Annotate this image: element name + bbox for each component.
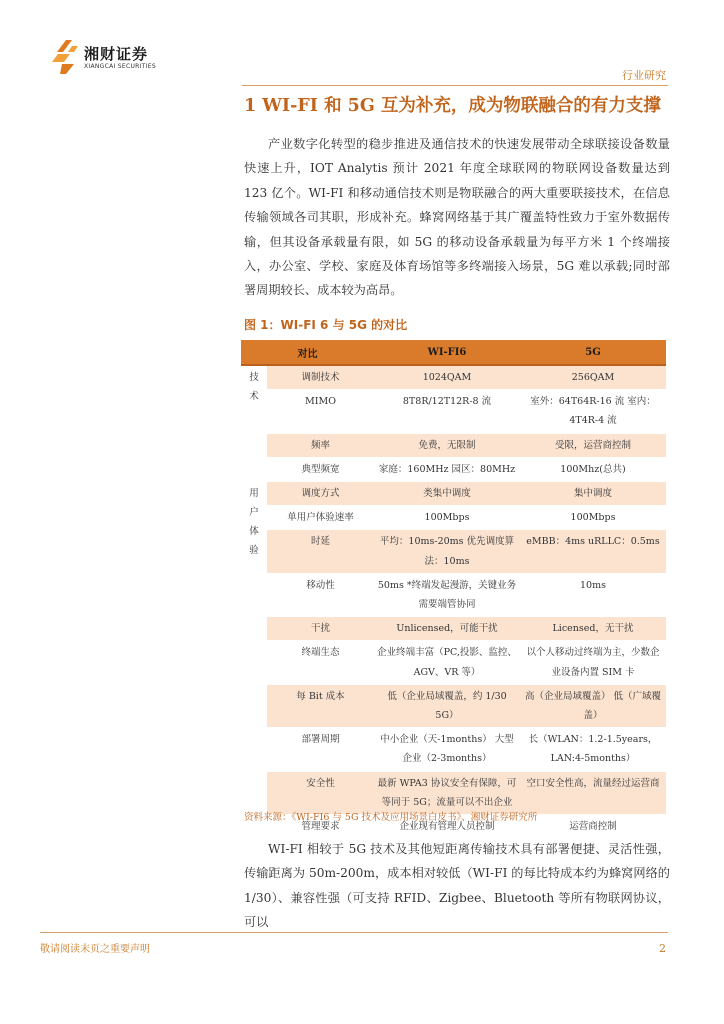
row-item: 移动性 [267, 573, 374, 616]
row-item: 终端生态 [267, 641, 374, 684]
row-wifi: 免费，无限制 [374, 433, 520, 457]
row-5g: 集中调度 [520, 482, 666, 506]
body-paragraph-2: WI-FI 相较于 5G 技术及其他短距离传输技术具有部署便捷、灵活性强，传输距离为 50m-200m，成本相对较低（WI-FI 的每比特成本约为蜂窝网络的 1/30）、兼容性强（可支持 RFID、Zigbee、Bluetooth 等所有物联网协议，可以 [244, 842, 670, 930]
row-5g: 高（企业局域覆盖） 低（广域覆盖） [520, 684, 666, 727]
row-wifi: 企业终端丰富（PC,投影、监控、AGV、VR 等） [374, 641, 520, 684]
row-wifi: 企业现有管理人员控制 [374, 815, 520, 839]
section-heading: 1 WI-FI 和 5G 互为补充，成为物联融合的有力支撑 [244, 96, 661, 116]
row-item: 频率 [267, 433, 374, 457]
row-5g: Licensed，无干扰 [520, 617, 666, 641]
table-row [241, 573, 666, 616]
row-wifi: 低（企业局域覆盖，约 1/30 5G） [374, 684, 520, 727]
header-cell-wifi6: WI-FI6 [374, 340, 520, 365]
row-5g: 100Mhz(总共) [520, 457, 666, 481]
table-row [241, 482, 666, 506]
table-header-row [241, 340, 666, 365]
row-wifi: 50ms *终端发起漫游，关键业务需要端管协同 [374, 573, 520, 616]
row-5g: 运营商控制 [520, 815, 666, 839]
section-label: 行业研究 [622, 69, 666, 82]
row-5g: 受限，运营商控制 [520, 433, 666, 457]
row-item: 单用户体验速率 [267, 506, 374, 530]
row-wifi: Unlicensed，可能干扰 [374, 617, 520, 641]
table-row [241, 433, 666, 457]
row-item: 调制技术 [267, 365, 374, 390]
comparison-table [241, 340, 666, 839]
table-row [241, 684, 666, 727]
body-paragraph-1: 产业数字化转型的稳步推进及通信技术的快速发展带动全球联接设备数量快速上升，IOT Analytis 预计 2021 年度全球联网的物联网设备数量达到 123 亿个。WI-FI 和移动通信技术则是物联融合的两大重要联接技术，在信息传输领域各司其职，形成补充。蜂窝网络基于其广覆盖特性致力于室外数据传输，但其设备承载量有限，如 5G 的移动设备承载量为每平方米 1 个终端接入，办公室、学校、家庭及体育场馆等多终端接入场景，5G 难以承载;同时部署周期较长、成本较为高昂。 [244, 137, 670, 298]
row-wifi: 8T8R/12T12R-8 流 [374, 390, 520, 433]
figure-source: 资料来源：《WI-FI6 与 5G 技术及应用场景白皮书》、湘财证券研究所 [244, 812, 538, 823]
row-item: 干扰 [267, 617, 374, 641]
disclaimer-note: 敬请阅读末页之重要声明 [40, 944, 150, 955]
row-wifi: 1024QAM [374, 365, 520, 390]
row-item: 调度方式 [267, 482, 374, 506]
row-wifi: 家庭：160MHz 园区：80MHz [374, 457, 520, 481]
table-row [241, 457, 666, 481]
row-5g: 10ms [520, 573, 666, 616]
row-wifi: 平均：10ms-20ms 优先调度算法：10ms [374, 530, 520, 573]
page-number: 2 [659, 942, 666, 955]
footer-divider [40, 932, 668, 933]
row-5g: 室外：64T64R-16 流 室内：4T4R-4 流 [520, 390, 666, 433]
table-row [241, 365, 666, 390]
table-row [241, 390, 666, 433]
row-wifi: 中小企业（天-1months） 大型企业（2-3months） [374, 728, 520, 771]
company-logo [50, 38, 160, 78]
table-row [241, 641, 666, 684]
table-row [241, 506, 666, 530]
row-5g: 长（WLAN：1.2-1.5years， LAN:4-5months） [520, 728, 666, 771]
row-5g: eMBB：4ms uRLLC：0.5ms [520, 530, 666, 573]
row-5g: 100Mbps [520, 506, 666, 530]
row-item: 典型频宽 [267, 457, 374, 481]
row-item: MIMO [267, 390, 374, 433]
logo-mark-icon [50, 38, 80, 74]
row-5g: 256QAM [520, 365, 666, 390]
row-item: 管理要求 [267, 815, 374, 839]
row-5g: 以个人移动过终端为主，少数企业设备内置 SIM 卡 [520, 641, 666, 684]
row-item: 时延 [267, 530, 374, 573]
header-cell-5g: 5G [520, 340, 666, 365]
comparison-table-wrapper [241, 340, 666, 839]
row-5g: 空口安全性高，流量经过运营商 [520, 771, 666, 814]
row-item: 部署周期 [267, 728, 374, 771]
row-wifi: 类集中调度 [374, 482, 520, 506]
table-row [241, 728, 666, 771]
row-wifi: 100Mbps [374, 506, 520, 530]
logo-english-name: XIANGCAI SECURITIES [84, 63, 156, 70]
category-user-experience: 用 户 体 验 [249, 487, 259, 557]
table-row [241, 617, 666, 641]
header-cell-compare: 对比 [241, 340, 374, 365]
logo-chinese-name: 湘财证券 [84, 45, 149, 63]
row-item: 安全性 [267, 771, 374, 814]
figure-title: 图 1：WI-FI 6 与 5G 的对比 [244, 318, 408, 332]
row-wifi: 最新 WPA3 协议安全有保障，可等同于 5G；流量可以不出企业 [374, 771, 520, 814]
table-row [241, 530, 666, 573]
header-divider [242, 85, 668, 86]
row-item: 每 Bit 成本 [267, 684, 374, 727]
category-tech: 技 术 [249, 372, 259, 403]
